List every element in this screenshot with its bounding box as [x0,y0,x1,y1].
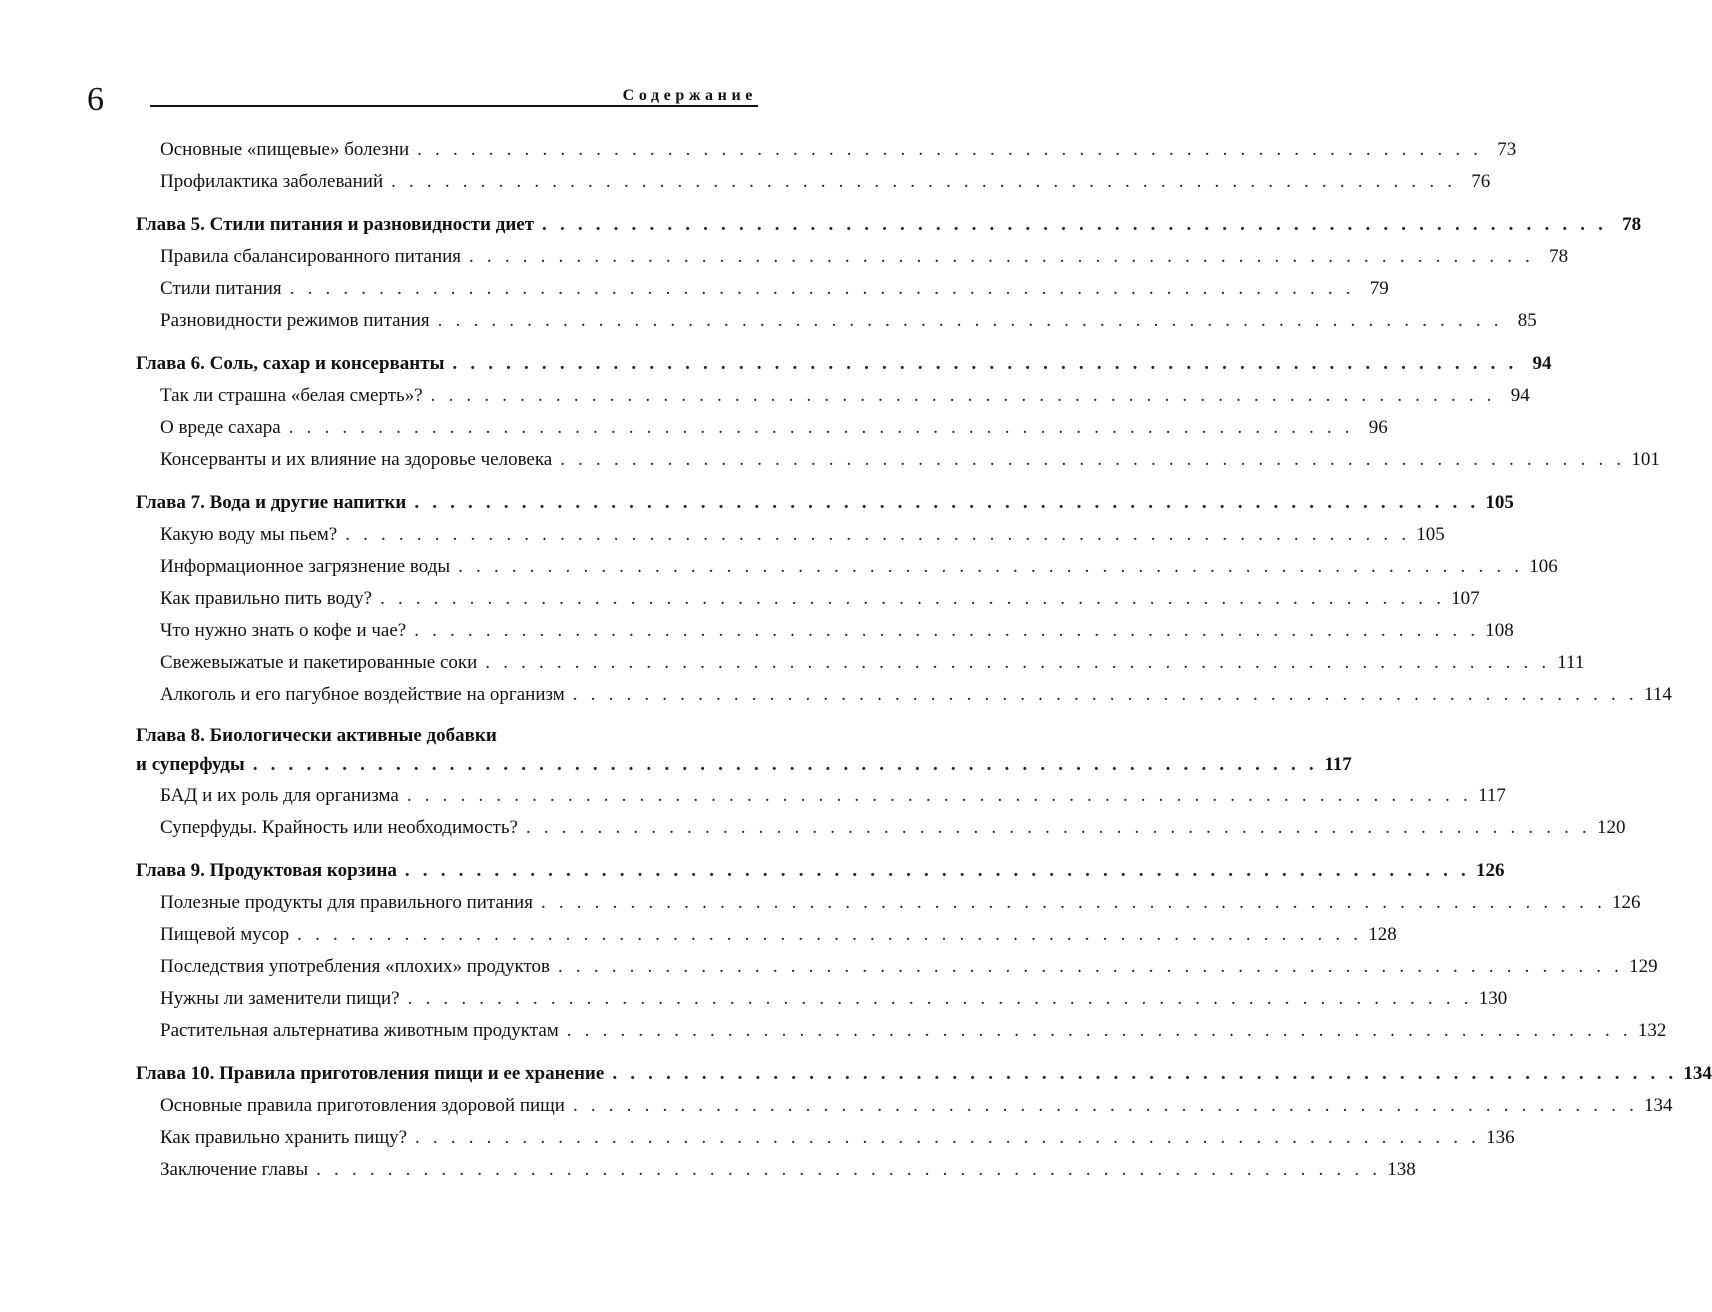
toc-chapter-6[interactable] [136,348,1552,380]
toc-entry-page: 73 [1497,139,1517,160]
dot-leader: . . . . . . . . . . . . . . . . . . . . . . . . . . . . . . . . . . . . . . . . . . . . . . . . . . . . . . . . . . . . [289,278,1355,299]
dot-leader: . . . . . . . . . . . . . . . . . . . . . . . . . . . . . . . . . . . . . . . . . . . . . . . . . . . . . . . . . . . . [612,1063,1678,1084]
dot-leader: . . . . . . . . . . . . . . . . . . . . . . . . . . . . . . . . . . . . . . . . . . . . . . . . . . . . . . . . . . . . [288,417,1354,438]
toc-entry[interactable] [136,273,1389,305]
toc-entry-title: Разновидности режимов питания [160,310,430,331]
toc-entry[interactable] [136,519,1445,551]
toc-entry-page: 120 [1597,817,1626,838]
chapter-page: 94 [1532,353,1552,374]
toc-entry-page: 76 [1471,171,1491,192]
chapter-title: Глава 7. Вода и другие напитки [136,492,407,513]
toc-entry-title: Основные «пищевые» болезни [160,139,410,160]
toc-entry-title: Свежевыжатые и пакетированные соки [160,652,478,673]
dot-leader: . . . . . . . . . . . . . . . . . . . . . . . . . . . . . . . . . . . . . . . . . . . . . . . . . . . . . . . . . . . . [572,1095,1639,1116]
toc-entry-title: Алкоголь и его пагубное воздействие на организм [160,684,565,705]
toc-entry[interactable] [136,887,1641,919]
toc-entry-page: 114 [1644,684,1672,705]
toc-entry-page: 85 [1517,310,1537,331]
toc-entry-title: Как правильно хранить пищу? [160,1127,408,1148]
toc-entry-page: 108 [1485,620,1514,641]
dot-leader: . . . . . . . . . . . . . . . . . . . . . . . . . . . . . . . . . . . . . . . . . . . . . . . . . . . . . . . . . . . . [407,988,1473,1009]
toc-entry-page: 96 [1368,417,1388,438]
dot-leader: . . . . . . . . . . . . . . . . . . . . . . . . . . . . . . . . . . . . . . . . . . . . . . . . . . . . . . . . . . . . [485,652,1551,673]
toc-entry[interactable] [136,305,1537,337]
toc-entry-title: Стили питания [160,278,282,299]
toc-entry-title: Растительная альтернатива животным продуктам [160,1020,559,1041]
toc-entry[interactable] [136,134,1517,166]
toc-entry[interactable] [136,679,1672,711]
chapter-title: Глава 8. Биологически активные добавки [136,725,497,746]
page-header [0,0,845,120]
toc-entry-title: Правила сбалансированного питания [160,246,462,267]
toc-entry[interactable] [136,241,1569,273]
dot-leader: . . . . . . . . . . . . . . . . . . . . . . . . . . . . . . . . . . . . . . . . . . . . . . . . . . . . . . . . . . . . [406,785,1472,806]
header-rule [150,105,758,107]
chapter-page: 134 [1683,1063,1712,1084]
dot-leader: . . . . . . . . . . . . . . . . . . . . . . . . . . . . . . . . . . . . . . . . . . . . . . . . . . . . . . . . . . . . [469,246,1535,267]
dot-leader: . . . . . . . . . . . . . . . . . . . . . . . . . . . . . . . . . . . . . . . . . . . . . . . . . . . . . . . . . . . . [252,754,1318,775]
toc-entry-title: Как правильно пить воду? [160,588,373,609]
toc-entry[interactable] [136,812,1626,844]
toc-entry[interactable] [136,380,1530,412]
toc-chapter-10[interactable] [136,1058,1712,1090]
toc-entry[interactable] [136,983,1508,1015]
toc-entry[interactable] [136,444,1660,476]
dot-leader: . . . . . . . . . . . . . . . . . . . . . . . . . . . . . . . . . . . . . . . . . . . . . . . . . . . . . . . . . . . . [414,492,1480,513]
page-number: 6 [87,81,104,118]
dot-leader: . . . . . . . . . . . . . . . . . . . . . . . . . . . . . . . . . . . . . . . . . . . . . . . . . . . . . . . . . . . . [297,924,1363,945]
toc-entry-title: О вреде сахара [160,417,281,438]
toc-entry[interactable] [136,919,1397,951]
chapter-title: Глава 10. Правила приготовления пищи и ее хранение [136,1063,605,1084]
toc-entry-page: 130 [1478,988,1508,1009]
toc-entry-title: Так ли страшна «белая смерть»? [160,385,423,406]
dot-leader: . . . . . . . . . . . . . . . . . . . . . . . . . . . . . . . . . . . . . . . . . . . . . . . . . . . . . . . . . . . . [542,214,1608,235]
chapter-title-continued: и суперфуды [136,754,245,775]
toc-entry[interactable] [136,615,1514,647]
toc-entry[interactable] [136,647,1585,679]
toc-entry[interactable] [136,1122,1515,1154]
toc-entry-page: 132 [1637,1020,1667,1041]
chapter-title: Глава 6. Соль, сахар и консерванты [136,353,445,374]
dot-leader: . . . . . . . . . . . . . . . . . . . . . . . . . . . . . . . . . . . . . . . . . . . . . . . . . . . . . . . . . . . . [404,860,1470,881]
toc-entry-page: 105 [1416,524,1445,545]
chapter-page: 105 [1485,492,1514,513]
dot-leader: . . . . . . . . . . . . . . . . . . . . . . . . . . . . . . . . . . . . . . . . . . . . . . . . . . . . . . . . . . . . [415,1127,1481,1148]
toc-entry-title: Полезные продукты для правильного питания [160,892,533,913]
dot-leader: . . . . . . . . . . . . . . . . . . . . . . . . . . . . . . . . . . . . . . . . . . . . . . . . . . . . . . . . . . . . [458,556,1524,577]
toc-chapter-8-line1[interactable] [136,722,749,749]
toc-entry-title: Профилактика заболеваний [160,171,384,192]
toc-entry-title: Последствия употребления «плохих» продуктов [160,956,551,977]
chapter-page: 126 [1475,860,1505,881]
toc-entry-title: Заключение главы [160,1159,309,1180]
toc-entry-title: БАД и их роль для организма [160,785,399,806]
toc-entry-title: Суперфуды. Крайность или необходимость? [160,817,518,838]
toc-entry-page: 79 [1369,278,1389,299]
dot-leader: . . . . . . . . . . . . . . . . . . . . . . . . . . . . . . . . . . . . . . . . . . . . . . . . . . . . . . . . . . . . [316,1159,1382,1180]
dot-leader: . . . . . . . . . . . . . . . . . . . . . . . . . . . . . . . . . . . . . . . . . . . . . . . . . . . . . . . . . . . . [414,620,1480,641]
toc-chapter-5[interactable] [136,209,1642,241]
table-of-contents [136,134,1712,1186]
toc-entry-page: 129 [1629,956,1658,977]
running-title: Содержание [622,87,757,104]
toc-entry[interactable] [136,1154,1416,1186]
toc-entry-title: Пищевой мусор [160,924,290,945]
toc-entry[interactable] [136,551,1558,583]
toc-entry-title: Нужны ли заменители пищи? [160,988,400,1009]
toc-entry-page: 94 [1510,385,1530,406]
dot-leader: . . . . . . . . . . . . . . . . . . . . . . . . . . . . . . . . . . . . . . . . . . . . . . . . . . . . . . . . . . . . [452,353,1518,374]
dot-leader: . . . . . . . . . . . . . . . . . . . . . . . . . . . . . . . . . . . . . . . . . . . . . . . . . . . . . . . . . . . . [560,449,1626,470]
chapter-title: Глава 5. Стили питания и разновидности диет [136,214,535,235]
dot-leader: . . . . . . . . . . . . . . . . . . . . . . . . . . . . . . . . . . . . . . . . . . . . . . . . . . . . . . . . . . . . [558,956,1624,977]
toc-entry[interactable] [136,583,1480,615]
toc-entry-title: Информационное загрязнение воды [160,556,451,577]
dot-leader: . . . . . . . . . . . . . . . . . . . . . . . . . . . . . . . . . . . . . . . . . . . . . . . . . . . . . . . . . . . . [345,524,1411,545]
toc-entry-page: 107 [1451,588,1480,609]
toc-entry-title: Основные правила приготовления здоровой пищи [160,1095,565,1116]
toc-entry-page: 138 [1387,1159,1416,1180]
toc-entry-page: 126 [1612,892,1641,913]
toc-chapter-7[interactable] [136,487,1514,519]
chapter-title: Глава 9. Продуктовая корзина [136,860,397,881]
toc-entry-title: Что нужно знать о кофе и чае? [160,620,407,641]
toc-entry[interactable] [136,412,1388,444]
toc-entry[interactable] [136,166,1491,198]
chapter-page: 78 [1622,214,1642,235]
dot-leader: . . . . . . . . . . . . . . . . . . . . . . . . . . . . . . . . . . . . . . . . . . . . . . . . . . . . . . . . . . . . [437,310,1503,331]
toc-entry-page: 111 [1557,652,1585,673]
toc-entry-page: 134 [1644,1095,1673,1116]
toc-entry-page: 128 [1368,924,1397,945]
toc-entry-page: 106 [1529,556,1558,577]
dot-leader: . . . . . . . . . . . . . . . . . . . . . . . . . . . . . . . . . . . . . . . . . . . . . . . . . . . . . . . . . . . . [430,385,1496,406]
dot-leader: . . . . . . . . . . . . . . . . . . . . . . . . . . . . . . . . . . . . . . . . . . . . . . . . . . . . . . . . . . . . [525,817,1592,838]
toc-entry-page: 117 [1478,785,1506,806]
dot-leader: . . . . . . . . . . . . . . . . . . . . . . . . . . . . . . . . . . . . . . . . . . . . . . . . . . . . . . . . . . . . [380,588,1446,609]
toc-entry-page: 136 [1486,1127,1515,1148]
dot-leader: . . . . . . . . . . . . . . . . . . . . . . . . . . . . . . . . . . . . . . . . . . . . . . . . . . . . . . . . . . . . [566,1020,1632,1041]
dot-leader: . . . . . . . . . . . . . . . . . . . . . . . . . . . . . . . . . . . . . . . . . . . . . . . . . . . . . . . . . . . . [417,139,1483,160]
toc-entry-page: 101 [1631,449,1660,470]
dot-leader: . . . . . . . . . . . . . . . . . . . . . . . . . . . . . . . . . . . . . . . . . . . . . . . . . . . . . . . . . . . . [540,892,1607,913]
toc-entry[interactable] [136,1090,1673,1122]
dot-leader: . . . . . . . . . . . . . . . . . . . . . . . . . . . . . . . . . . . . . . . . . . . . . . . . . . . . . . . . . . . . [391,171,1457,192]
toc-entry[interactable] [136,1015,1667,1047]
toc-chapter-8-line2[interactable] [136,749,1352,780]
dot-leader: . . . . . . . . . . . . . . . . . . . . . . . . . . . . . . . . . . . . . . . . . . . . . . . . . . . . . . . . . . . . [572,684,1638,705]
toc-entry[interactable] [136,780,1506,812]
toc-entry-title: Какую воду мы пьем? [160,524,338,545]
toc-entry-page: 78 [1549,246,1569,267]
toc-entry[interactable] [136,951,1658,983]
toc-entry-title: Консерванты и их влияние на здоровье человека [160,449,553,470]
chapter-page: 117 [1324,754,1352,775]
toc-chapter-9[interactable] [136,855,1505,887]
